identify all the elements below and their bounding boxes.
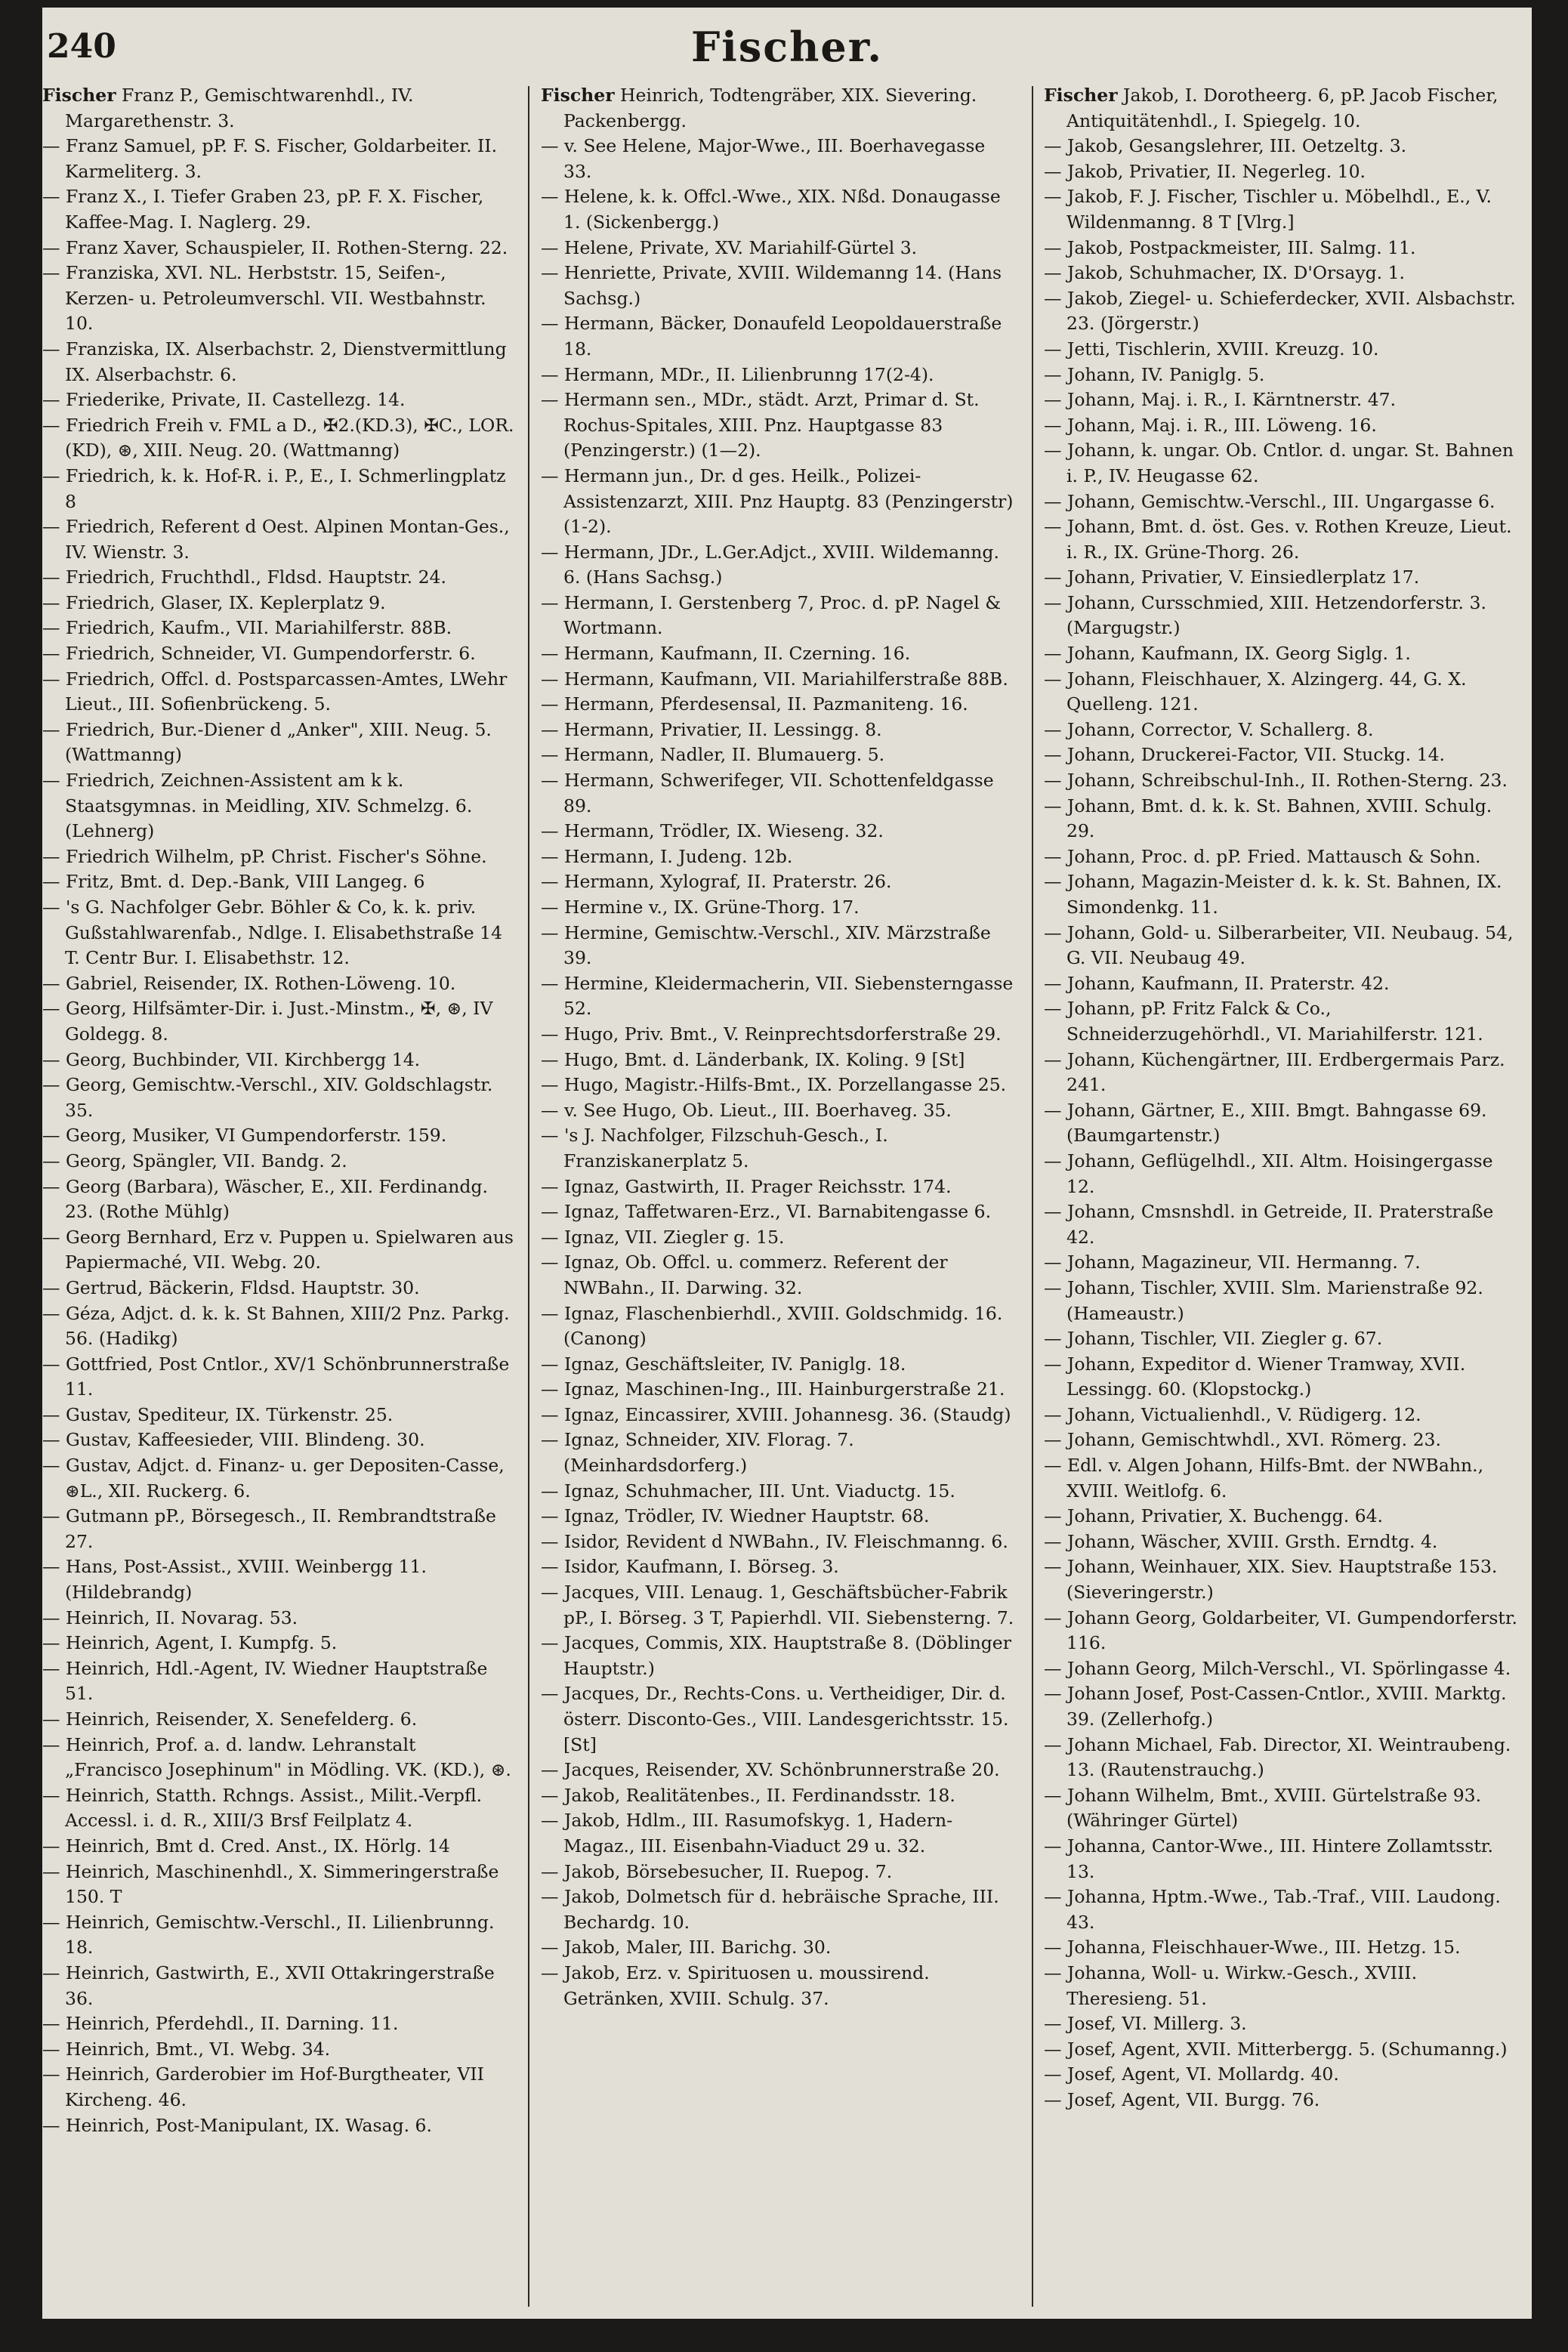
- directory-entry: — Edl. v. Algen Johann, Hilfs-Bmt. der NWBahn., XVIII. Weitlofg. 6.: [1044, 1455, 1484, 1502]
- directory-entry: — Jakob, Hdlm., III. Rasumofskyg. 1, Hadern-Magaz., III. Eisenbahn-Viaduct 29 u. 32.: [541, 1810, 953, 1857]
- directory-entry: — Johann, Maj. i. R., III. Löweng. 16.: [1044, 414, 1377, 436]
- directory-entry: — Jakob, Ziegel- u. Schieferdecker, XVII. Alsbachstr. 23. (Jörgerstr.): [1044, 287, 1516, 335]
- directory-entry: — Heinrich, Statth. Rchngs. Assist., Milit.-Verpfl. Accessl. i. d. R., XIII/3 Brsf Feilplatz 4.: [42, 1784, 483, 1832]
- directory-entry: — Hermann, I. Judeng. 12b.: [541, 845, 793, 867]
- directory-entry: — Jacques, VIII. Lenaug. 1, Geschäftsbücher-Fabrik pP., I. Börseg. 3 T, Papierhdl. VII. Siebensterng. 7.: [541, 1582, 1014, 1628]
- directory-entry: — Gutmann pP., Börsegesch., II. Rembrandtstraße 27.: [42, 1505, 496, 1552]
- directory-entry: — Helene, k. k. Offcl.-Wwe., XIX. Nßd. Donaugasse 1. (Sickenbergg.): [541, 186, 1001, 233]
- column-2: [541, 83, 1015, 2311]
- column-3: [1044, 83, 1518, 2311]
- directory-entry: — Georg, Buchbinder, VII. Kirchbergg 14.: [42, 1048, 421, 1070]
- directory-entry: — Hermann, Kaufmann, VII. Mariahilferstraße 88B.: [541, 668, 1008, 690]
- directory-entry: — Friedrich, Glaser, IX. Keplerplatz 9.: [42, 591, 386, 613]
- directory-entry: — Heinrich, Pferdehdl., II. Darning. 11.: [42, 2013, 399, 2035]
- directory-entry: — Henriette, Private, XVIII. Wildemanng 14. (Hans Sachsg.): [541, 262, 1002, 309]
- directory-entry: — Johann, Privatier, X. Buchengg. 64.: [1044, 1505, 1384, 1527]
- directory-page: [42, 8, 1532, 2319]
- surname-heading: Fischer: [1044, 85, 1118, 106]
- directory-entry: — Friedrich, Bur.-Diener d „Anker", XIII. Neug. 5. (Wattmanng): [42, 718, 492, 766]
- directory-entry: — Gottfried, Post Cntlor., XV/1 Schönbrunnerstraße 11.: [42, 1353, 510, 1400]
- directory-entry: — Heinrich, Hdl.-Agent, IV. Wiedner Hauptstraße 51.: [42, 1657, 488, 1705]
- directory-entry: — Friedrich, Kaufm., VII. Mariahilferstr. 88B.: [42, 617, 452, 639]
- directory-entry: — Franz Xaver, Schauspieler, II. Rothen-Sterng. 22.: [42, 236, 508, 258]
- directory-entry: — Ignaz, Taffetwaren-Erz., VI. Barnabitengasse 6.: [541, 1201, 992, 1223]
- directory-entry: — Franziska, IX. Alserbachstr. 2, Dienstvermittlung IX. Alserbachstr. 6.: [42, 338, 507, 385]
- directory-entry: — Jacques, Reisender, XV. Schönbrunnerstraße 20.: [541, 1759, 1000, 1781]
- directory-entry: — Friedrich, Schneider, VI. Gumpendorferstr. 6.: [42, 643, 476, 665]
- directory-entry: — Helene, Private, XV. Mariahilf-Gürtel 3.: [541, 236, 918, 258]
- directory-entry: — Isidor, Kaufmann, I. Börseg. 3.: [541, 1556, 839, 1578]
- directory-entry: — Gustav, Adjct. d. Finanz- u. ger Depositen-Casse, ⊛L., XII. Ruckerg. 6.: [42, 1455, 505, 1502]
- directory-entry: — Johanna, Fleischhauer-Wwe., III. Hetzg. 15.: [1044, 1937, 1461, 1958]
- directory-entry: — Isidor, Revident d NWBahn., IV. Fleischmanng. 6.: [541, 1530, 1008, 1552]
- directory-entry: — Johann, k. ungar. Ob. Cntlor. d. ungar. St. Bahnen i. P., IV. Heugasse 62.: [1044, 440, 1514, 486]
- directory-entry: — Georg, Spängler, VII. Bandg. 2.: [42, 1150, 347, 1171]
- directory-entry: — v. See Helene, Major-Wwe., III. Boerhavegasse 33.: [541, 135, 986, 182]
- surname-heading: Fischer: [541, 85, 615, 106]
- directory-entry: — Johann, Cursschmied, XIII. Hetzendorferstr. 3. (Margugstr.): [1044, 591, 1486, 639]
- directory-entry: — Friedrich, Fruchthdl., Fldsd. Hauptstr. 24.: [42, 566, 446, 588]
- directory-entry: — Johann, Wäscher, XVIII. Grsth. Erndtg. 4.: [1044, 1530, 1438, 1552]
- directory-entry: — Johann, Magazineur, VII. Hermanng. 7.: [1044, 1252, 1421, 1273]
- directory-entry: — Jakob, Erz. v. Spirituosen u. moussirend. Getränken, XVIII. Schulg. 37.: [541, 1962, 930, 2009]
- directory-entry: — Jacques, Commis, XIX. Hauptstraße 8. (Döblinger Hauptstr.): [541, 1632, 1011, 1679]
- directory-entry: — Johann, Tischler, XVIII. Slm. Marienstraße 92. (Hameaustr.): [1044, 1276, 1483, 1324]
- directory-entry: — Hermann, I. Gerstenberg 7, Proc. d. pP. Nagel & Wortmann.: [541, 591, 1002, 639]
- column-divider: [528, 86, 529, 2307]
- directory-entry: — Johann, IV. Paniglg. 5.: [1044, 363, 1265, 385]
- directory-entry: — Heinrich, Prof. a. d. landw. Lehranstalt „Francisco Josephinum" in Mödling. VK. (KD.), ⊛.: [42, 1733, 511, 1781]
- directory-entry: — Jakob, Maler, III. Barichg. 30.: [541, 1937, 832, 1958]
- directory-entry: — Gustav, Kaffeesieder, VIII. Blindeng. 30.: [42, 1429, 425, 1451]
- directory-entry: — Jakob, Börsebesucher, II. Ruepog. 7.: [541, 1860, 893, 1882]
- directory-entry: — Friedrich, k. k. Hof-R. i. P., E., I. Schmerlingplatz 8: [42, 465, 506, 512]
- running-head-title: Fischer.: [690, 23, 884, 71]
- directory-entry: — Johann, Gärtner, E., XIII. Bmgt. Bahngasse 69. (Baumgartenstr.): [1044, 1099, 1487, 1147]
- directory-entry: — Hermann, Trödler, IX. Wieseng. 32.: [541, 820, 884, 842]
- directory-entry: — Jacques, Dr., Rechts-Cons. u. Vertheidiger, Dir. d. österr. Disconto-Ges., VIII. Landesgerichtsstr. 15. [St]: [541, 1683, 1009, 1755]
- directory-entry: — Hermine, Kleidermacherin, VII. Siebensterngasse 52.: [541, 972, 1014, 1020]
- directory-entry: — Heinrich, Bmt., VI. Webg. 34.: [42, 2038, 331, 2060]
- directory-entry: — Jakob, Realitätenbes., II. Ferdinandsstr. 18.: [541, 1784, 955, 1806]
- directory-entry: — Georg, Hilfsämter-Dir. i. Just.-Minstm., ✠, ⊛, IV Goldegg. 8.: [42, 998, 493, 1045]
- directory-entry: — v. See Hugo, Ob. Lieut., III. Boerhaveg. 35.: [541, 1099, 952, 1121]
- directory-entry: — Hermann, Pferdesensal, II. Pazmaniteng. 16.: [541, 693, 968, 715]
- directory-entry: — Hermann, Nadler, II. Blumauerg. 5.: [541, 744, 885, 766]
- directory-entry: — Heinrich, Garderobier im Hof-Burgtheater, VII Kircheng. 46.: [42, 2063, 484, 2110]
- directory-entry: — Hermann, JDr., L.Ger.Adjct., XVIII. Wildemanng. 6. (Hans Sachsg.): [541, 541, 999, 588]
- directory-entry: — Franz Samuel, pP. F. S. Fischer, Goldarbeiter. II. Karmeliterg. 3.: [42, 135, 498, 182]
- directory-entry: — Johann, Gemischtw.-Verschl., III. Ungargasse 6.: [1044, 490, 1495, 512]
- directory-entry: — 's J. Nachfolger, Filzschuh-Gesch., I. Franziskanerplatz 5.: [541, 1125, 888, 1171]
- directory-entry: — Johann Josef, Post-Cassen-Cntlor., XVIII. Marktg. 39. (Zellerhofg.): [1044, 1683, 1507, 1730]
- directory-entry: — Johann, Fleischhauer, X. Alzingerg. 44, G. X. Quelleng. 121.: [1044, 668, 1467, 715]
- directory-entry: — Fritz, Bmt. d. Dep.-Bank, VIII Langeg. 6: [42, 871, 425, 893]
- directory-entry: — Hermann, MDr., II. Lilienbrunng 17(2-4).: [541, 363, 934, 385]
- directory-entry: — Friedrich, Offcl. d. Postsparcassen-Amtes, LWehr Lieut., III. Sofienbrückeng. 5.: [42, 668, 508, 715]
- directory-entry: — Johann Michael, Fab. Director, XI. Weintraubeng. 13. (Rautenstrauchg.): [1044, 1733, 1511, 1781]
- directory-entry: — Franz X., I. Tiefer Graben 23, pP. F. X. Fischer, Kaffee-Mag. I. Naglerg. 29.: [42, 186, 484, 233]
- directory-entry: — Georg Bernhard, Erz v. Puppen u. Spielwaren aus Papiermaché, VII. Webg. 20.: [42, 1226, 514, 1273]
- directory-entry: — Hermann, Bäcker, Donaufeld Leopoldauerstraße 18.: [541, 313, 1002, 360]
- directory-entry: — Heinrich, Gastwirth, E., XVII Ottakringerstraße 36.: [42, 1962, 495, 2009]
- directory-entry: — Ignaz, Ob. Offcl. u. commerz. Referent der NWBahn., II. Darwing. 32.: [541, 1252, 948, 1298]
- directory-entry: — Johanna, Woll- u. Wirkw.-Gesch., XVIII. Theresieng. 51.: [1044, 1962, 1418, 2009]
- directory-entry: — Hermann, Schwerifeger, VII. Schottenfeldgasse 89.: [541, 770, 994, 816]
- directory-entry: — Géza, Adjct. d. k. k. St Bahnen, XIII/2 Pnz. Parkg. 56. (Hadikg): [42, 1302, 510, 1350]
- directory-entry: — Jakob, F. J. Fischer, Tischler u. Möbelhdl., E., V. Wildenmanng. 8 T [Vlrg.]: [1044, 186, 1492, 233]
- directory-entry: — Georg (Barbara), Wäscher, E., XII. Ferdinandg. 23. (Rothe Mühlg): [42, 1175, 488, 1223]
- directory-entry: — Hugo, Priv. Bmt., V. Reinprechtsdorferstraße 29.: [541, 1023, 1002, 1045]
- directory-entry: — Ignaz, Schuhmacher, III. Unt. Viaductg. 15.: [541, 1480, 955, 1502]
- directory-entry: — Johann, Schreibschul-Inh., II. Rothen-Sterng. 23.: [1044, 770, 1508, 792]
- directory-entry: — Josef, Agent, VI. Mollardg. 40.: [1044, 2063, 1339, 2085]
- directory-entry: — Jetti, Tischlerin, XVIII. Kreuzg. 10.: [1044, 338, 1379, 360]
- directory-entry: — Gabriel, Reisender, IX. Rothen-Löweng. 10.: [42, 972, 456, 994]
- directory-entry: — Heinrich, Agent, I. Kumpfg. 5.: [42, 1632, 338, 1654]
- directory-entry: — Johann, Geflügelhdl., XII. Altm. Hoisingergasse 12.: [1044, 1150, 1493, 1197]
- directory-entry: — Franziska, XVI. NL. Herbststr. 15, Seifen-, Kerzen- u. Petroleumverschl. VII. Westbahnstr. 10.: [42, 262, 486, 335]
- directory-entry: — Gustav, Spediteur, IX. Türkenstr. 25.: [42, 1403, 394, 1425]
- directory-entry: — Hugo, Bmt. d. Länderbank, IX. Koling. 9 [St]: [541, 1048, 965, 1070]
- directory-entry: — Heinrich, II. Novarag. 53.: [42, 1607, 298, 1628]
- directory-entry: — Ignaz, Geschäftsleiter, IV. Paniglg. 18.: [541, 1353, 906, 1375]
- directory-entry: — Jakob, Privatier, II. Negerleg. 10.: [1044, 160, 1366, 182]
- directory-entry: — Johann, Tischler, VII. Ziegler g. 67.: [1044, 1328, 1383, 1350]
- directory-entry: — Johann, Bmt. d. öst. Ges. v. Rothen Kreuze, Lieut. i. R., IX. Grüne-Thorg. 26.: [1044, 516, 1512, 563]
- directory-entry: — Johann, Maj. i. R., I. Kärntnerstr. 47.: [1044, 389, 1397, 411]
- directory-entry: — Ignaz, Gastwirth, II. Prager Reichsstr. 174.: [541, 1175, 952, 1197]
- directory-entry: — Johann, Weinhauer, XIX. Siev. Hauptstraße 153. (Sieveringerstr.): [1044, 1556, 1498, 1603]
- directory-entry: — Heinrich, Bmt d. Cred. Anst., IX. Hörlg. 14: [42, 1835, 450, 1857]
- directory-entry: Fischer Franz P., Gemischtwarenhdl., IV. Margarethenstr. 3.: [42, 85, 414, 131]
- directory-entry: — Friedrich, Zeichnen-Assistent am k k. Staatsgymnas. in Meidling, XIV. Schmelzg. 6. (Lehnerg): [42, 770, 473, 842]
- directory-entry: — Josef, Agent, XVII. Mitterbergg. 5. (Schumanng.): [1044, 2038, 1508, 2060]
- directory-entry: — Johann, Kaufmann, II. Praterstr. 42.: [1044, 972, 1390, 994]
- directory-entry: — Hugo, Magistr.-Hilfs-Bmt., IX. Porzellangasse 25.: [541, 1074, 1007, 1096]
- directory-entry: — Hermann sen., MDr., städt. Arzt, Primar d. St. Rochus-Spitales, XIII. Pnz. Hauptgasse 83 (Penzingerstr.) (1—2).: [541, 389, 980, 461]
- directory-entry: — Johann, Magazin-Meister d. k. k. St. Bahnen, IX. Simondenkg. 11.: [1044, 871, 1502, 918]
- directory-entry: — Heinrich, Maschinenhdl., X. Simmeringerstraße 150. T: [42, 1860, 499, 1908]
- directory-entry: — Johann, Proc. d. pP. Fried. Mattausch & Sohn.: [1044, 845, 1481, 867]
- directory-entry: — Hermann, Kaufmann, II. Czerning. 16.: [541, 643, 911, 665]
- directory-entry: — Hermann jun., Dr. d ges. Heilk., Polizei-Assistenzarzt, XIII. Pnz Hauptg. 83 (Penzingerstr) (1-2).: [541, 465, 1014, 538]
- directory-entry: — Josef, VI. Millerg. 3.: [1044, 2013, 1247, 2035]
- directory-entry: — Hermann, Xylograf, II. Praterstr. 26.: [541, 871, 892, 893]
- directory-entry: — Jakob, Gesangslehrer, III. Oetzeltg. 3.: [1044, 135, 1407, 157]
- directory-entry: — Johann, Victualienhdl., V. Rüdigerg. 12.: [1044, 1403, 1421, 1425]
- directory-entry: — Ignaz, Trödler, IV. Wiedner Hauptstr. 68.: [541, 1505, 930, 1527]
- column-1: [42, 83, 517, 2311]
- directory-entry: — Friederike, Private, II. Castellezg. 14.: [42, 389, 406, 411]
- directory-entry: — Johann Wilhelm, Bmt., XVIII. Gürtelstraße 93. (Währinger Gürtel): [1044, 1784, 1482, 1832]
- directory-entry: — Jakob, Postpackmeister, III. Salmg. 11.: [1044, 236, 1416, 258]
- directory-entry: — Johann, pP. Fritz Falck & Co., Schneiderzugehörhdl., VI. Mariahilferstr. 121.: [1044, 998, 1483, 1045]
- directory-entry: Fischer Jakob, I. Dorotheerg. 6, pP. Jacob Fischer, Antiquitätenhdl., I. Spiegelg. 10.: [1044, 85, 1499, 131]
- directory-entry: — Johann, Cmsnshdl. in Getreide, II. Praterstraße 42.: [1044, 1201, 1494, 1248]
- directory-entry: — Johanna, Hptm.-Wwe., Tab.-Traf., VIII. Laudong. 43.: [1044, 1886, 1501, 1933]
- directory-entry: — Johann Georg, Goldarbeiter, VI. Gumpendorferstr. 116.: [1044, 1607, 1517, 1654]
- directory-entry: — Heinrich, Reisender, X. Senefelderg. 6.: [42, 1708, 418, 1730]
- directory-entry: — Hermine v., IX. Grüne-Thorg. 17.: [541, 897, 860, 918]
- directory-entry: — Georg, Musiker, VI Gumpendorferstr. 159.: [42, 1125, 447, 1147]
- directory-entry: — Ignaz, Maschinen-Ing., III. Hainburgerstraße 21.: [541, 1378, 1005, 1400]
- directory-entry: — Heinrich, Gemischtw.-Verschl., II. Lilienbrunng. 18.: [42, 1911, 495, 1958]
- directory-entry: — Johann, Druckerei-Factor, VII. Stuckg. 14.: [1044, 744, 1445, 766]
- directory-entry: — Heinrich, Post-Manipulant, IX. Wasag. 6.: [42, 2114, 432, 2136]
- directory-entry: — Jakob, Dolmetsch für d. hebräische Sprache, III. Bechardg. 10.: [541, 1886, 999, 1933]
- directory-entry: — Johann, Gold- u. Silberarbeiter, VII. Neubaug. 54, G. VII. Neubaug 49.: [1044, 921, 1514, 969]
- surname-heading: Fischer: [42, 85, 116, 106]
- page-header: [42, 21, 1532, 74]
- directory-entry: — Johann, Kaufmann, IX. Georg Siglg. 1.: [1044, 643, 1411, 665]
- directory-entry: — Hermine, Gemischtw.-Verschl., XIV. Märzstraße 39.: [541, 921, 991, 969]
- directory-entry: — Johanna, Cantor-Wwe., III. Hintere Zollamtsstr. 13.: [1044, 1835, 1493, 1882]
- directory-entry: — Johann, Expeditor d. Wiener Tramway, XVII. Lessingg. 60. (Klopstockg.): [1044, 1353, 1466, 1400]
- directory-entry: — Jakob, Schuhmacher, IX. D'Orsayg. 1.: [1044, 262, 1406, 284]
- directory-entry: — Hans, Post-Assist., XVIII. Weinbergg 11. (Hildebrandg): [42, 1556, 427, 1603]
- directory-entry: — Johann, Privatier, V. Einsiedlerplatz 17.: [1044, 566, 1420, 588]
- directory-entry: — Friedrich Freih v. FML a D., ✠2.(KD.3), ✠C., LOR. (KD), ⊛, XIII. Neug. 20. (Wattmanng): [42, 414, 514, 461]
- directory-entry: — Johann, Küchengärtner, III. Erdbergermais Parz. 241.: [1044, 1048, 1505, 1096]
- page-number: 240: [47, 27, 116, 66]
- directory-entry: — Ignaz, Schneider, XIV. Florag. 7. (Meinhardsdorferg.): [541, 1429, 854, 1477]
- directory-entry: — Friedrich Wilhelm, pP. Christ. Fischer's Söhne.: [42, 845, 487, 867]
- directory-entry: Fischer Heinrich, Todtengräber, XIX. Sievering. Packenbergg.: [541, 85, 977, 131]
- directory-entry: — Johann, Bmt. d. k. k. St. Bahnen, XVIII. Schulg. 29.: [1044, 795, 1492, 842]
- directory-entry: — Gertrud, Bäckerin, Fldsd. Hauptstr. 30.: [42, 1276, 420, 1298]
- directory-entry: — Johann, Corrector, V. Schallerg. 8.: [1044, 718, 1374, 740]
- directory-entry: — Ignaz, Flaschenbierhdl., XVIII. Goldschmidg. 16. (Canong): [541, 1302, 1003, 1350]
- directory-entry: — Johann Georg, Milch-Verschl., VI. Spörlingasse 4.: [1044, 1657, 1511, 1679]
- directory-entry: — Johann, Gemischtwhdl., XVI. Römerg. 23.: [1044, 1429, 1441, 1451]
- directory-entry: — Hermann, Privatier, II. Lessingg. 8.: [541, 718, 882, 740]
- directory-entry: — Georg, Gemischtw.-Verschl., XIV. Goldschlagstr. 35.: [42, 1074, 493, 1121]
- directory-entry: — Ignaz, VII. Ziegler g. 15.: [541, 1226, 785, 1248]
- directory-entry: — Josef, Agent, VII. Burgg. 76.: [1044, 2088, 1320, 2110]
- directory-entry: — Friedrich, Referent d Oest. Alpinen Montan-Ges., IV. Wienstr. 3.: [42, 516, 510, 563]
- directory-entry: — Ignaz, Eincassirer, XVIII. Johannesg. 36. (Staudg): [541, 1403, 1011, 1425]
- column-divider: [1032, 86, 1033, 2307]
- directory-entry: — 's G. Nachfolger Gebr. Böhler & Co, k. k. priv. Gußstahlwarenfab., Ndlge. I. Elisabethstraße 14 T. Centr Bur. I. Elisabethstr. 12.: [42, 897, 503, 969]
